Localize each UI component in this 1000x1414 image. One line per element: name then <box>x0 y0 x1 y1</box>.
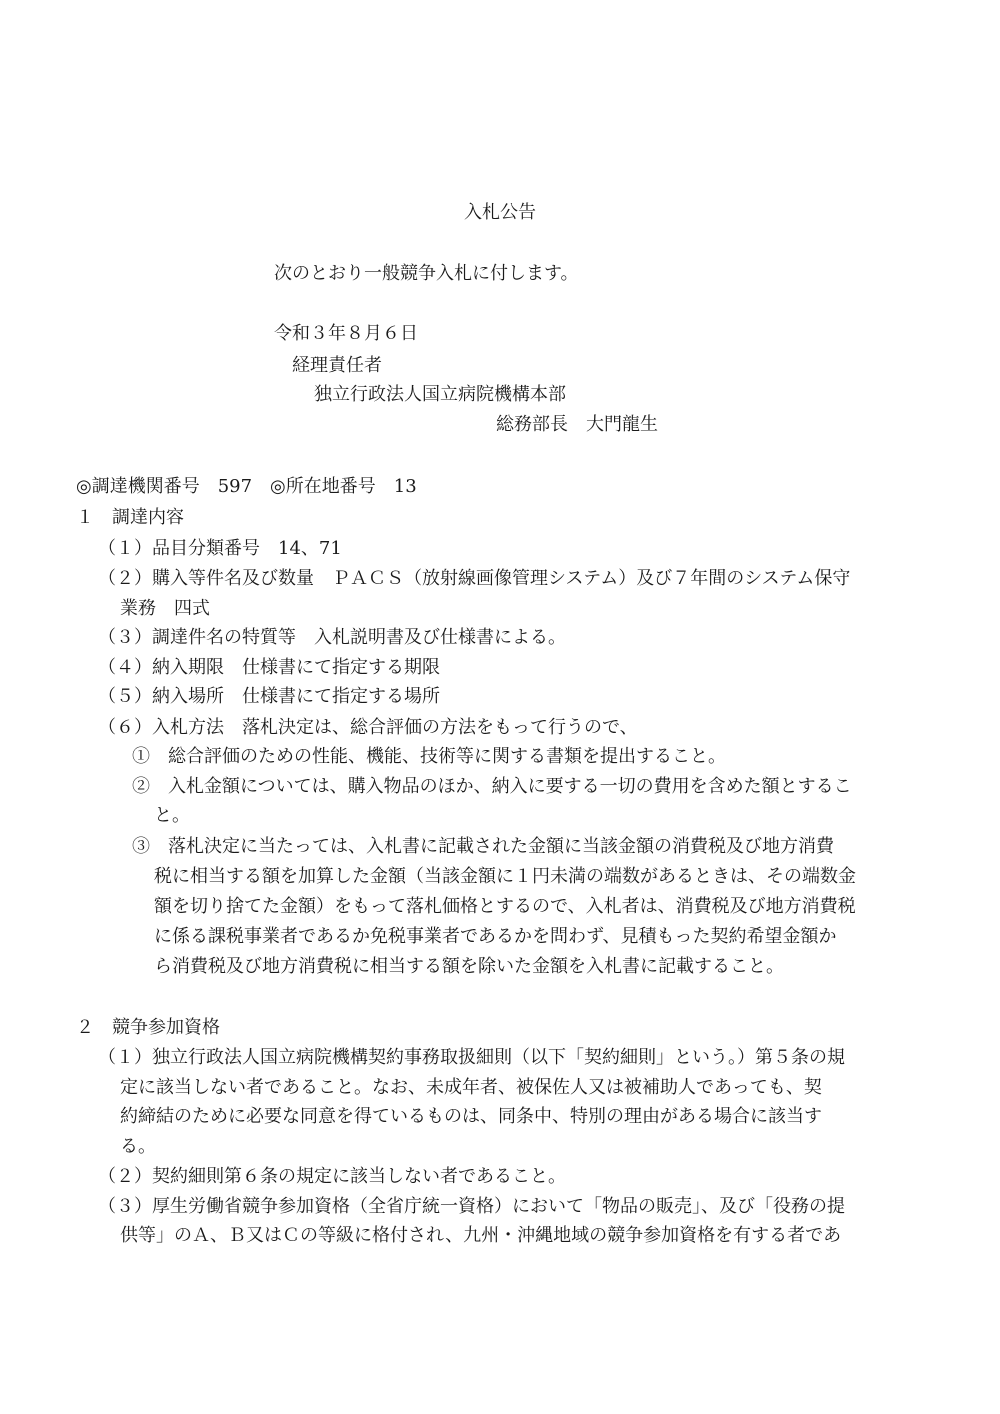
section-1-item: （１）品目分類番号 14、71 <box>98 538 342 559</box>
bid-method-subitem-continuation: 税に相当する額を加算した金額（当該金額に１円未満の端数があるときは、その端数金 <box>154 866 856 887</box>
section-2-item: （１）独立行政法人国立病院機構契約事務取扱細則（以下「契約細則」という。）第５条の規 <box>98 1047 845 1068</box>
section-1-item: （５）納入場所 仕様書にて指定する場所 <box>98 686 440 707</box>
intro-text: 次のとおり一般競争入札に付します。 <box>274 263 579 284</box>
signatory-role: 経理責任者 <box>292 355 382 376</box>
notice-date: 令和３年８月６日 <box>274 323 418 344</box>
section-2-item: （３）厚生労働省競争参加資格（全省庁統一資格）において「物品の販売」、及び「役務の提 <box>98 1196 845 1217</box>
section-1-item: （２）購入等件名及び数量 ＰＡＣＳ（放射線画像管理システム）及び７年間のシステム保守 <box>98 568 851 589</box>
section-2-item-continuation: 約締結のために必要な同意を得ているものは、同条中、特別の理由がある場合に該当す <box>120 1106 822 1127</box>
section-1-item: （６）入札方法 落札決定は、総合評価の方法をもって行うので、 <box>98 717 638 738</box>
bid-method-subitem-continuation: 額を切り捨てた金額）をもって落札価格とするので、入札者は、消費税及び地方消費税 <box>154 896 856 917</box>
section-2-item: （２）契約細則第６条の規定に該当しない者であること。 <box>98 1166 566 1187</box>
signatory-name: 総務部長 大門龍生 <box>496 414 658 435</box>
procurement-codes: ◎調達機関番号 597 ◎所在地番号 13 <box>76 476 417 497</box>
bid-method-subitem: ③ 落札決定に当たっては、入札書に記載された金額に当該金額の消費税及び地方消費 <box>132 836 834 857</box>
section-1-heading: １ 調達内容 <box>76 507 184 528</box>
section-1-item: （４）納入期限 仕様書にて指定する期限 <box>98 657 440 678</box>
section-1-item-continuation: 業務 四式 <box>120 598 210 619</box>
bid-method-subitem: ② 入札金額については、購入物品のほか、納入に要する一切の費用を含めた額とするこ <box>132 776 852 797</box>
bid-method-subitem-continuation: と。 <box>154 805 190 826</box>
section-2-heading: ２ 競争参加資格 <box>76 1017 220 1038</box>
section-1-item: （３）調達件名の特質等 入札説明書及び仕様書による。 <box>98 627 566 648</box>
bid-method-subitem: ① 総合評価のための性能、機能、技術等に関する書類を提出すること。 <box>132 746 726 767</box>
bid-method-subitem-continuation: に係る課税事業者であるか免税事業者であるかを問わず、見積もった契約希望金額か <box>154 926 837 947</box>
section-2-item-continuation: る。 <box>120 1136 156 1157</box>
section-2-item-continuation: 供等」のＡ、Ｂ又はＣの等級に格付され、九州・沖縄地域の競争参加資格を有する者であ <box>120 1225 842 1246</box>
organization-name: 独立行政法人国立病院機構本部 <box>314 384 566 405</box>
notice-title: 入札公告 <box>464 202 536 223</box>
section-2-item-continuation: 定に該当しない者であること。なお、未成年者、被保佐人又は被補助人であっても、契 <box>120 1077 822 1098</box>
bid-method-subitem-continuation: ら消費税及び地方消費税に相当する額を除いた金額を入札書に記載すること。 <box>154 956 784 977</box>
